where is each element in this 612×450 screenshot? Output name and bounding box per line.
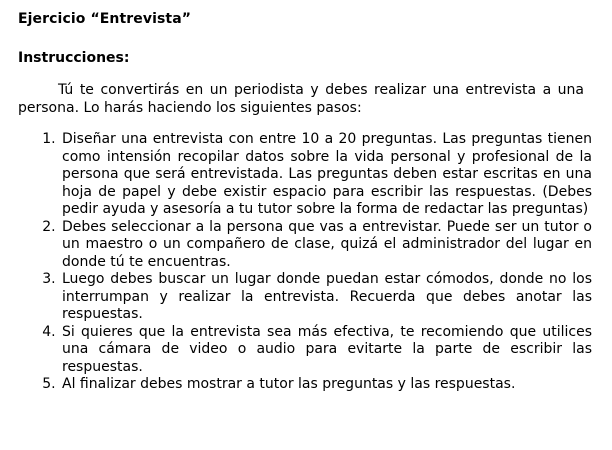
- step-item-4: 4. Si quieres que la entrevista sea más efectiva, te recomiendo que utilices una cámara de video o audio para evitarte la parte de escribir las respuestas.: [60, 324, 592, 377]
- step-item-2: 2. Debes seleccionar a la persona que vas a entrevistar. Puede ser un tutor o un maestro o un compañero de clase, quizá el administrador del lugar en donde tú te encuentras.: [60, 219, 592, 272]
- instructions-heading: Instrucciones:: [18, 50, 130, 66]
- document: [18, 10, 602, 394]
- step-item-1: 1. Diseñar una entrevista con entre 10 a 20 preguntas. Las preguntas tienen como intensión recopilar datos sobre la vida personal y profesional de la persona que será entrevistada. Las preguntas deben estar escritas en una hoja de papel y debe existir espacio para escribir las respuestas. (Debes pedir ayuda y asesoría a tu tutor sobre la forma de redactar las preguntas): [60, 131, 592, 219]
- steps-list: [18, 131, 592, 394]
- step-item-5: 5. Al finalizar debes mostrar a tutor las preguntas y las respuestas.: [60, 376, 592, 394]
- intro-paragraph: Tú te convertirás en un periodista y debes realizar una entrevista a una persona. Lo harás haciendo los siguientes pasos:: [18, 82, 584, 116]
- step-item-3: 3. Luego debes buscar un lugar donde puedan estar cómodos, donde no los interrumpan y realizar la entrevista. Recuerda que debes anotar las respuestas.: [60, 271, 592, 324]
- document-title: Ejercicio “Entrevista”: [18, 11, 192, 27]
